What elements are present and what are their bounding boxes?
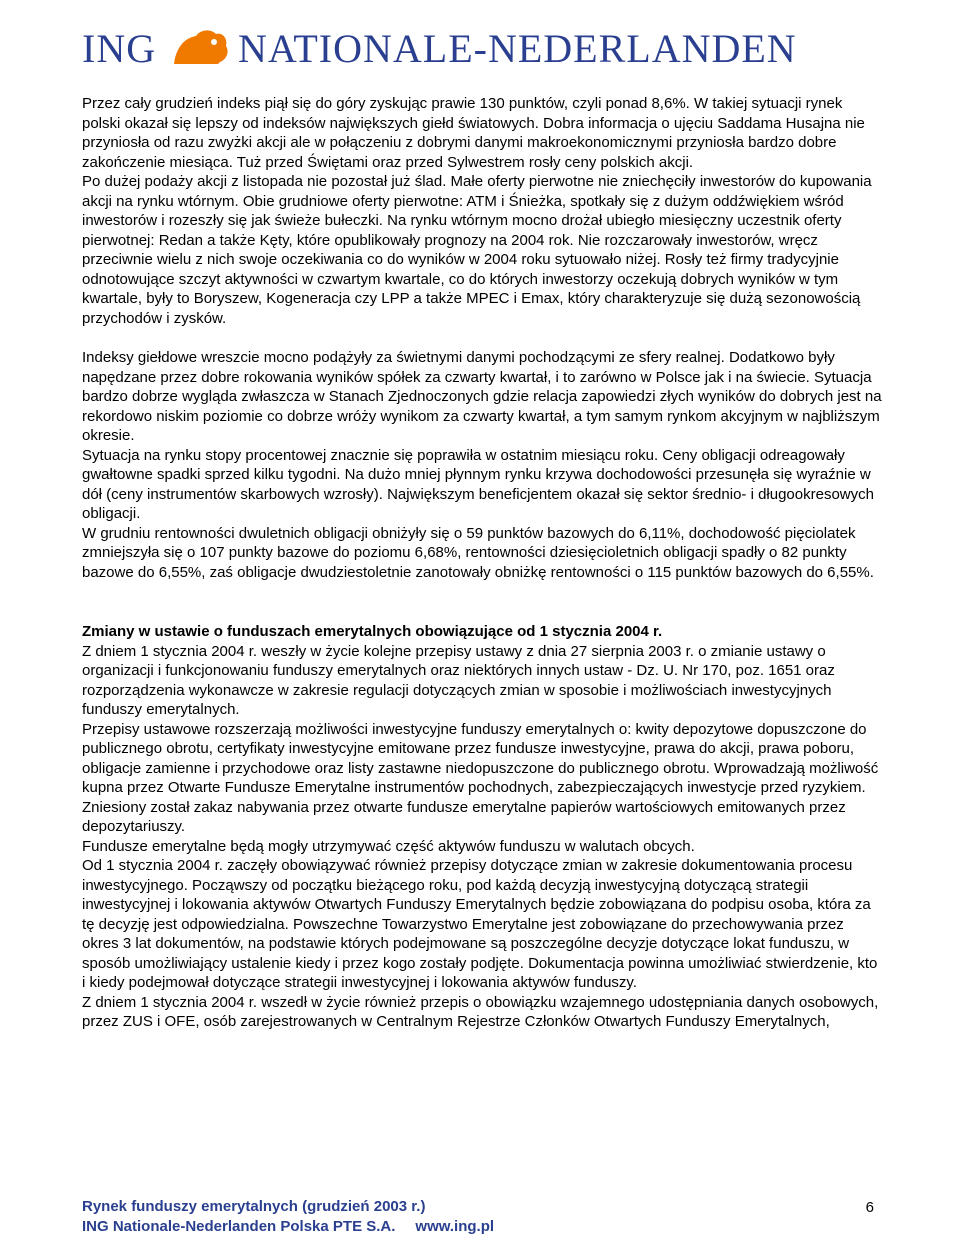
- paragraph: Przepisy ustawowe rozszerzają możliwości inwestycyjne funduszy emerytalnych o: kwity depozytowe dopuszczone do publicznego obrotu, certyfikaty inwestycyjne emitowane przez fundusze inwestycyjne, prawa do akcji, prawa poboru, obligacje zamienne i przychodowe oraz listy zastawne niedopuszczone do publicznego obrotu. Wprowadzają możliwość kupna przez Otwarte Fundusze Emerytalne instrumentów pochodnych, zabezpieczających inwestycje przed ryzykiem. Zniesiony został zakaz nabywania przez otwarte fundusze emerytalne papierów wartościowych emitowanych przez depozytariuszy.: [82, 720, 879, 835]
- paragraph: Z dniem 1 stycznia 2004 r. wszedł w życie również przepis o obowiązku wzajemnego udostępniania danych osobowych, przez ZUS i OFE, osób zarejestrowanych w Centralnym Rejestrze Członków Otwartych Funduszy Emerytalnych,: [82, 993, 879, 1030]
- paragraph: Po dużej podaży akcji z listopada nie pozostał już ślad. Małe oferty pierwotne nie zniechęciły inwestorów do kupowania akcji na rynku wtórnym. Obie grudniowe oferty pierwotne: ATM i Śnieżka, spotkały się z dużym oddźwiękiem wśród inwestorów i rozeszły się jak świeże bułeczki. Na rynku wtórnym mocno drożał ubiegło miesięczny uczestnik oferty pierwotnej: Redan a także Kęty, które opublikowały prognozy na 2004 rok. Nie rozczarowały inwestorów, wręcz przeciwnie wielu z nich swoje oczekiwania co do wyników w 2004 roku sytuowało niżej. Rosły też firmy tradycyjnie odnotowujące szczyt aktywności w czwartym kwartale, co do których inwestorzy oczekują dobrych wyników w tym kwartale, były to Boryszew, Kogeneracja czy LPP a także MPEC i Emax, który charakteryzuje się dużą sezonowością przychodów i zysków.: [82, 173, 872, 327]
- paragraph: Sytuacja na rynku stopy procentowej znacznie się poprawiła w ostatnim miesiącu roku. Ceny obligacji odreagowały gwałtowne spadki sprzed kilku tygodni. Na dużo mniej płynnym rynku krzywa dochodowości przesunęła się wyraźnie w dół (ceny instrumentów skarbowych wzrosły). Największym beneficjentem okazał się sektor średnio- i długookresowych obligacji.: [82, 446, 874, 522]
- paragraph: Indeksy giełdowe wreszcie mocno podążyły za świetnymi danymi pochodzącymi ze sfery realnej. Dodatkowo były napędzane przez dobre rokowania wyników spółek za czwarty kwartał, i to zarówno w Polsce jak i na świecie. Sytuacja bardzo dobrze wygląda zwłaszcza w Stanach Zjednoczonych gdzie relacja zapowiedzi złych wyników do dobrych jest na rekordowo niskim poziomie co dobrze wróży wynikom za czwarty kwartał, a tym samym rynkom akcyjnym w najbliższym okresie.: [82, 349, 882, 444]
- paragraph: Fundusze emerytalne będą mogły utrzymywać część aktywów funduszu w walutach obcych.: [82, 837, 695, 855]
- brand-name-left: ING: [82, 26, 157, 70]
- ing-lion-logo-icon: [174, 30, 228, 64]
- paragraph: W grudniu rentowności dwuletnich obligacji obniżyły się o 59 punktów bazowych do 6,11%, dochodowość pięciolatek zmniejszyła się o 107 punkty bazowe do poziomu 6,68%, rentowności dziesięcioletnich obligacji spadły o 82 punkty bazowe do 6,55%, zaś obligacje dwudziestoletnie zanotowały obniżkę rentowności o 115 punktów bazowych do 6,55%.: [82, 524, 874, 581]
- footer-company-line: [82, 1217, 882, 1237]
- page-header: [82, 22, 842, 70]
- section-heading: Zmiany w ustawie o funduszach emerytalnych obowiązujące od 1 stycznia 2004 r.: [82, 623, 663, 640]
- paragraph: Z dniem 1 stycznia 2004 r. weszły w życie kolejne przepisy ustawy z dnia 27 sierpnia 2003 r. o zmianie ustawy o organizacji i funkcjonowaniu funduszy emerytalnych oraz niektórych innych ustaw - Dz. U. Nr 170, poz. 1651 oraz rozporządzenia wykonawcze w zakresie regulacji dotyczących zmian w sposobie i możliwościach inwestycyjnych funduszy emerytalnych.: [82, 642, 835, 718]
- brand-logo: [82, 22, 842, 70]
- page-number: 6: [865, 1199, 874, 1216]
- brand-name-right: NATIONALE-NEDERLANDEN: [238, 26, 797, 70]
- footer-company: ING Nationale-Nederlanden Polska PTE S.A.: [82, 1218, 396, 1235]
- page-footer: [82, 1197, 882, 1237]
- paragraph: Od 1 stycznia 2004 r. zaczęły obowiązywać również przepisy dotyczące zmian w zakresie dokumentowania procesu inwestycyjnego. Począwszy od początku bieżącego roku, pod każdą decyzją inwestycyjną dotyczącą strategii inwestycyjnej i lokowania aktywów Otwartych Funduszy Emerytalnych będzie zobowiązana do podpisu osoba, która za tę decyzję jest odpowiedzialna. Powszechne Towarzystwo Emerytalne jest zobowiązane do przechowywania przez okres 3 lat dokumentów, na podstawie których podejmowane są poszczególne decyzje dotyczące lokat funduszu, w sposób umożliwiający ustalenie kiedy i przez kogo zostały podjęte. Dokumentacja powinna umożliwiać stwierdzenie, kto i kiedy podejmował dotyczące strategii inwestycyjnej i lokowania aktywów funduszy.: [82, 857, 878, 991]
- document-body: [82, 94, 882, 1032]
- footer-website-link[interactable]: www.ing.pl: [415, 1218, 495, 1235]
- paragraph: Przez cały grudzień indeks piął się do góry zyskując prawie 130 punktów, czyli ponad 8,6%. W takiej sytuacji rynek polski okazał się lepszy od indeksów największych giełd światowych. Dobra informacja o ujęciu Saddama Husajna nie przyniosła od razu zwyżki akcji ale w połączeniu z dobrymi danymi makroekonomicznymi przyniosła bardzo dobre zakończenie miesiąca. Tuż przed Świętami oraz przed Sylwestrem rosły ceny polskich akcji.: [82, 95, 865, 171]
- footer-title: Rynek funduszy emerytalnych (grudzień 2003 r.): [82, 1198, 426, 1215]
